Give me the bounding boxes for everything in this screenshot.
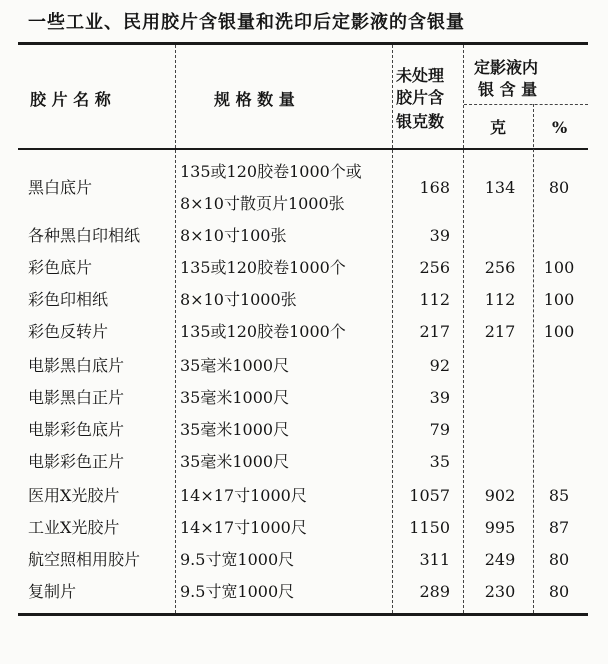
row-silver: 1150 bbox=[409, 518, 450, 537]
row-name: 电影黑白正片 bbox=[28, 388, 125, 407]
top-rule bbox=[18, 42, 588, 45]
row-name: 电影彩色底片 bbox=[28, 420, 125, 439]
row-spec: 35毫米1000尺 bbox=[180, 452, 290, 471]
header-silver-1: 未处理 bbox=[396, 66, 445, 85]
row-grams: 134 bbox=[484, 178, 516, 197]
row-name: 电影黑白底片 bbox=[28, 356, 125, 375]
row-silver: 35 bbox=[429, 452, 450, 471]
row-silver: 256 bbox=[419, 258, 450, 277]
row-percent: 87 bbox=[548, 518, 570, 537]
row-spec: 135或120胶卷1000个 bbox=[180, 322, 346, 341]
header-grams: 克 bbox=[490, 118, 507, 137]
row-spec: 8×10寸1000张 bbox=[180, 290, 297, 309]
row-silver: 79 bbox=[429, 420, 450, 439]
row-grams: 256 bbox=[484, 258, 516, 277]
row-silver: 311 bbox=[419, 550, 450, 569]
row-silver: 92 bbox=[429, 356, 450, 375]
col-divider-4 bbox=[533, 104, 534, 613]
row-name: 航空照相用胶片 bbox=[28, 550, 141, 569]
row-name: 工业X光胶片 bbox=[28, 518, 120, 537]
bottom-rule bbox=[18, 613, 588, 616]
col-divider-1 bbox=[175, 45, 176, 613]
row-silver: 1057 bbox=[409, 486, 450, 505]
row-percent: 80 bbox=[548, 582, 570, 601]
row-name: 彩色反转片 bbox=[28, 322, 109, 341]
header-silver-2: 胶片含 bbox=[396, 88, 445, 107]
row-silver: 39 bbox=[429, 388, 450, 407]
row-percent: 80 bbox=[548, 178, 570, 197]
row-silver: 217 bbox=[419, 322, 450, 341]
row-name: 医用X光胶片 bbox=[28, 486, 120, 505]
row-grams: 217 bbox=[484, 322, 516, 341]
row-spec: 9.5寸宽1000尺 bbox=[180, 550, 295, 569]
row-spec: 35毫米1000尺 bbox=[180, 420, 290, 439]
table-title: 一些工业、民用胶片含银量和洗印后定影液的含银量 bbox=[28, 12, 465, 33]
header-fixer-2: 银 含 量 bbox=[478, 80, 538, 99]
row-name: 各种黑白印相纸 bbox=[28, 226, 141, 245]
col-divider-3 bbox=[463, 45, 464, 613]
row-silver: 112 bbox=[419, 290, 450, 309]
header-percent: % bbox=[552, 118, 568, 137]
row-grams: 112 bbox=[484, 290, 516, 309]
row-name: 电影彩色正片 bbox=[28, 452, 125, 471]
row-percent: 100 bbox=[543, 258, 575, 277]
row-grams: 995 bbox=[484, 518, 516, 537]
header-name: 胶 片 名 称 bbox=[30, 90, 111, 109]
header-spec: 规 格 数 量 bbox=[214, 90, 295, 109]
row-grams: 249 bbox=[484, 550, 516, 569]
row-grams: 902 bbox=[484, 486, 516, 505]
row-percent: 80 bbox=[548, 550, 570, 569]
row-grams: 230 bbox=[484, 582, 516, 601]
row-name: 彩色底片 bbox=[28, 258, 93, 277]
header-fixer-1: 定影液内 bbox=[474, 58, 539, 77]
row-name: 黑白底片 bbox=[28, 178, 93, 197]
header-bottom-rule bbox=[18, 148, 588, 150]
row-percent: 100 bbox=[543, 290, 575, 309]
row-silver: 39 bbox=[429, 226, 450, 245]
row-silver: 168 bbox=[419, 178, 450, 197]
row-name: 复制片 bbox=[28, 582, 77, 601]
header-silver-3: 银克数 bbox=[396, 112, 445, 131]
row-spec: 35毫米1000尺 bbox=[180, 388, 290, 407]
fixer-header-divider bbox=[464, 104, 588, 105]
row-percent: 85 bbox=[548, 486, 570, 505]
row-spec: 9.5寸宽1000尺 bbox=[180, 582, 295, 601]
col-divider-2 bbox=[392, 45, 393, 613]
row-silver: 289 bbox=[419, 582, 450, 601]
row-percent: 100 bbox=[543, 322, 575, 341]
row-spec-2: 8×10寸散页片1000张 bbox=[180, 194, 345, 213]
row-spec: 14×17寸1000尺 bbox=[180, 486, 307, 505]
row-spec: 35毫米1000尺 bbox=[180, 356, 290, 375]
row-spec: 135或120胶卷1000个 bbox=[180, 258, 346, 277]
row-name: 彩色印相纸 bbox=[28, 290, 109, 309]
row-spec: 8×10寸100张 bbox=[180, 226, 287, 245]
row-spec: 135或120胶卷1000个或 bbox=[180, 162, 362, 181]
row-spec: 14×17寸1000尺 bbox=[180, 518, 307, 537]
